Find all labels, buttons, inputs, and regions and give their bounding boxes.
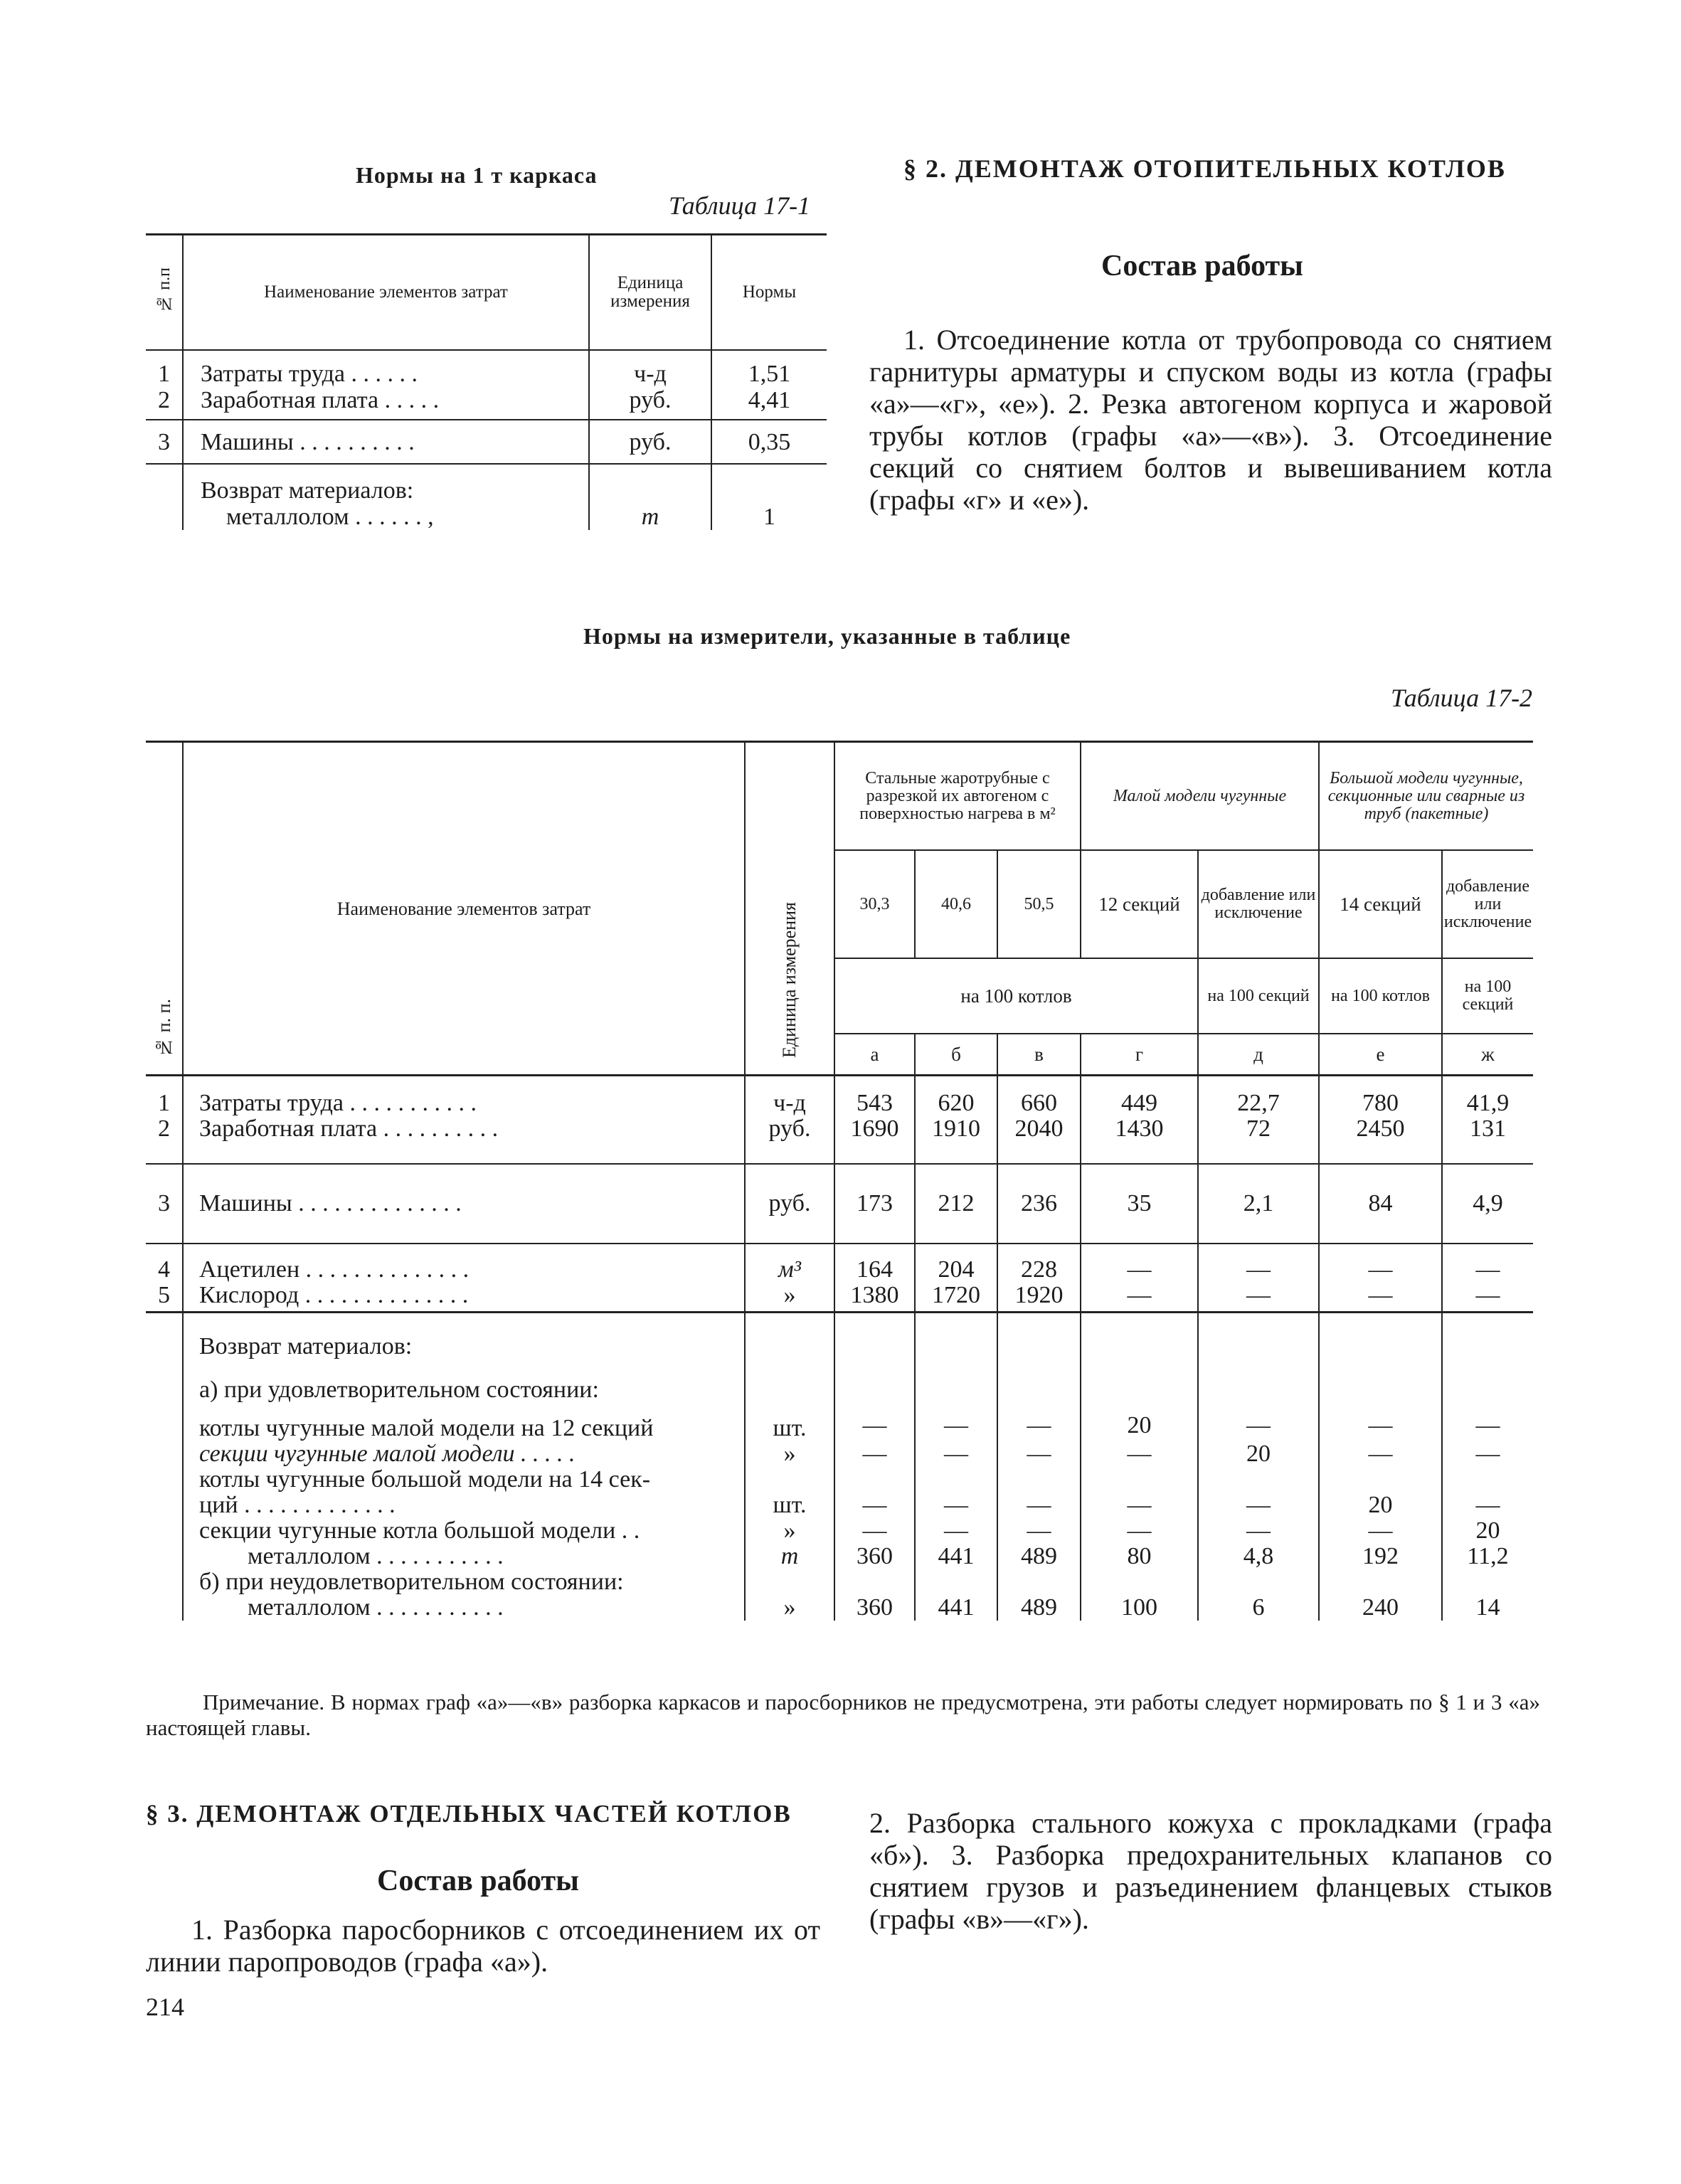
return-a: а) при удовлетворительном состоянии: [183, 1370, 745, 1410]
table2-group3: Большой модели чугунные, секционные или сварные из труб (пакетные) [1319, 742, 1533, 851]
table-row: металлолом . . . . . . . . . . . т 360 441 489 80 4,8 192 11,2 [146, 1544, 1533, 1569]
table-row: металлолом . . . . . . . . . . . » 360 441 489 100 6 240 14 [146, 1595, 1533, 1621]
table2-group2: Малой модели чугунные [1081, 742, 1319, 851]
section2-heading: § 2. ДЕМОНТАЖ ОТОПИТЕЛЬНЫХ КОТЛОВ [903, 154, 1506, 183]
table-17-2: № п. п. Наименование элементов затрат Единица измерения Стальные жаротрубные с разрезкой их автогеном с поверхностью нагрева в м² Малой модели чугунные Большой модели чугунные, секционные или сварные из труб (пакетные) 30,3 40,6 50,5 12 секций добавление или исключение 14 секций добавление или исключение на 100 котлов на 100 секций на 100 котлов на 100 секций а б в г д е ж 1 Затраты труда . . . . . . . . . . . ч-д 543 620 660 449 22,7 780 41,9 2 Заработная плата . . . . . . . . . . руб. 1690 1910 2040 1430 72 2450 131 3 Машины . . . . . . . . . . . . . . руб. 173 212 236 35 2,1 84 4,9 4 Ацетилен . . . . . . . . . . . . . . м³ 164 204 228 — — — — 5 Кислород . . . . . . . . . . . . . . » 1380 1720 1920 — — — — Возврат материалов: а) при удовлетворительном состоянии: котлы чугунные малой модели на 12 секций шт. — — — 20 — — — секции чугунные малой модели . . . . . » — — — — 20 — — котлы чугунные большой модели на 14 сек- ций . . . . . . . . . . . . . шт. — — — — — 20 — секции чугунные котла большой модели . . » — — — — — — 20 металлолом . . . . . . . . . . . т 360 441 489 80 4,8 192 11,2 б) при неудовлетворительном состоянии: металлолом . . . . . . . . . . . » 360 441 489 100 6 240 14 [146, 741, 1533, 1621]
table-row: секции чугунные малой модели . . . . . » — — — — 20 — — [146, 1441, 1533, 1467]
table1-header-norm: Нормы [711, 235, 827, 351]
table1-header-unit: Единица измерения [589, 235, 711, 351]
table1-title: Нормы на 1 т каркаса [356, 162, 598, 188]
table2-title: Нормы на измерители, указанные в таблице [583, 623, 1071, 649]
table-row: 5 Кислород . . . . . . . . . . . . . . » 1380 1720 1920 — — — — [146, 1283, 1533, 1313]
table-row: б) при неудовлетворительном состоянии: [146, 1569, 1533, 1595]
section2-subheading: Состав работы [1101, 250, 1303, 282]
table2-label: Таблица 17-2 [1391, 684, 1533, 712]
page-number: 214 [146, 1993, 184, 2021]
table-row: 3 Машины . . . . . . . . . . руб. 0,35 [146, 420, 827, 464]
table-row: секции чугунные котла большой модели . . » — — — — — — 20 [146, 1518, 1533, 1544]
table2-header-unit: Единица измерения [779, 902, 800, 1058]
table-row: металлолом . . . . . . , т 1 [146, 504, 827, 530]
table-row: ций . . . . . . . . . . . . . шт. — — — — — 20 — [146, 1493, 1533, 1518]
table-row: Возврат материалов: [146, 464, 827, 504]
table-row: 2 Заработная плата . . . . . руб. 4,41 [146, 387, 827, 420]
section3-text-right: 2. Разборка стального кожуха с прокладками (графа «б»). 3. Разборка предохранительных клапанов со снятием грузов и разъединением фланцевых стыков (графы «в»—«г»). [869, 1807, 1552, 1935]
table1-label: Таблица 17-1 [669, 191, 811, 220]
section3-text-left: 1. Разборка паросборников с отсоединением их от линии паропроводов (графа «а»). [146, 1914, 820, 1978]
table-row: 1 Затраты труда . . . . . . . . . . . ч-д 543 620 660 449 22,7 780 41,9 [146, 1076, 1533, 1117]
section3-heading: § 3. ДЕМОНТАЖ ОТДЕЛЬНЫХ ЧАСТЕЙ КОТЛОВ [146, 1800, 792, 1828]
table-row: котлы чугунные большой модели на 14 сек- [146, 1467, 1533, 1493]
table2-group1: Стальные жаротрубные с разрезкой их автогеном с поверхностью нагрева в м² [834, 742, 1081, 851]
table2-header-name: Наименование элементов затрат [183, 742, 745, 1076]
section2-text: 1. Отсоединение котла от трубопровода со снятием гарнитуры арматуры и спуском воды из котла (графы «а»—«г», «е»). 2. Резка автогеном корпуса и жаровой трубы котлов (графы «а»—«в»). 3. Отсоединение секций со снятием болтов и вывешиванием котла (графы «г» и «е»). [869, 324, 1552, 516]
note: Примечание. В нормах граф «а»—«в» разборка каркасов и паросборников не предусмотрена, эти работы следует нормировать по § 1 и 3 «а» настоящей главы. [146, 1690, 1540, 1740]
return-title: Возврат материалов: [183, 1313, 745, 1371]
section3-subheading: Состав работы [377, 1865, 579, 1897]
table-row: 2 Заработная плата . . . . . . . . . . руб. 1690 1910 2040 1430 72 2450 131 [146, 1116, 1533, 1164]
table1-header-name: Наименование элементов затрат [183, 235, 589, 351]
table-17-1 [146, 233, 827, 530]
table-row: 3 Машины . . . . . . . . . . . . . . руб. 173 212 236 35 2,1 84 4,9 [146, 1164, 1533, 1244]
table2-header-num: № п. п. [153, 999, 174, 1058]
table-row: 4 Ацетилен . . . . . . . . . . . . . . м³ 164 204 228 — — — — [146, 1244, 1533, 1283]
table-row: 1 Затраты труда . . . . . . ч-д 1,51 [146, 350, 827, 387]
table1-header-num: № п.п [154, 267, 174, 313]
table-row: котлы чугунные малой модели на 12 секций шт. — — — 20 — — — [146, 1410, 1533, 1441]
